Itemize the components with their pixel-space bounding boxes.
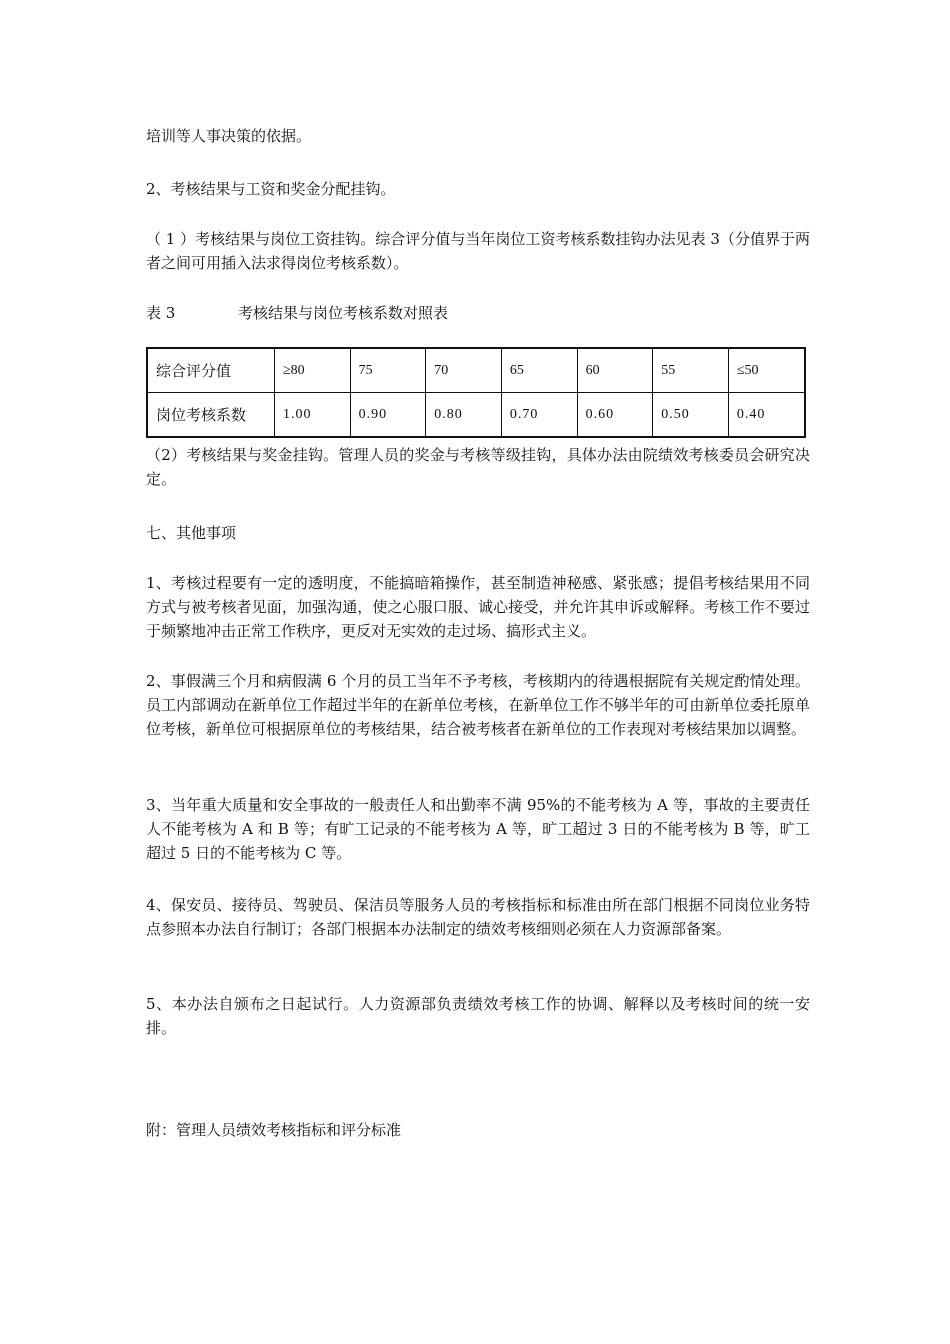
table-cell: 0.40 xyxy=(728,393,805,438)
coefficient-table xyxy=(146,347,806,438)
paragraph-intro-tail: 培训等人事决策的依据。 xyxy=(146,127,312,145)
paragraph-section-2: 2、考核结果与工资和奖金分配挂钩。 xyxy=(146,180,396,198)
table-cell: ≤50 xyxy=(728,348,805,393)
table-cell: 65 xyxy=(501,348,577,393)
table-cell: 0.70 xyxy=(501,393,577,438)
table-cell: 0.60 xyxy=(577,393,653,438)
table-cell: 55 xyxy=(653,348,729,393)
table-row-header: 岗位考核系数 xyxy=(147,393,275,438)
paragraph-other-4: 4、保安员、接待员、驾驶员、保洁员等服务人员的考核指标和标准由所在部门根据不同岗位业务特点参照本办法自行制订；各部门根据本办法制定的绩效考核细则必须在人力资源部备案。 xyxy=(146,896,810,938)
table-cell: 1.00 xyxy=(275,393,351,438)
table-cell: ≥80 xyxy=(275,348,351,393)
table-cell: 60 xyxy=(577,348,653,393)
paragraph-other-3: 3、当年重大质量和安全事故的一般责任人和出勤率不满 95%的不能考核为 A 等，事故的主要责任人不能考核为 A 和 B 等；有旷工记录的不能考核为 A 等，旷工超过 3 日的不能考核为 B 等，旷工超过 5 日的不能考核为 C 等。 xyxy=(146,796,810,862)
paragraph-other-2: 2、事假满三个月和病假满 6 个月的员工当年不予考核，考核期内的待遇根据院有关规定酌情处理。员工内部调动在新单位工作超过半年的在新单位考核，在新单位工作不够半年的可由新单位委托原单位考核，新单位可根据原单位的考核结果，结合被考核者在新单位的工作表现对考核结果加以调整。 xyxy=(146,672,810,738)
table-cell: 0.90 xyxy=(350,393,426,438)
table-cell: 0.80 xyxy=(426,393,502,438)
paragraph-item-1: （ 1 ）考核结果与岗位工资挂钩。综合评分值与当年岗位工资考核系数挂钩办法见表 3（分值界于两者之间可用插入法求得岗位考核系数）。 xyxy=(146,230,810,272)
table-cell: 0.50 xyxy=(653,393,729,438)
table-row-score xyxy=(147,348,805,393)
section-heading-other: 七、其他事项 xyxy=(146,524,237,542)
table-caption-number: 表 3 xyxy=(146,304,176,322)
table-caption-title: 考核结果与岗位考核系数对照表 xyxy=(238,304,449,322)
paragraph-other-5: 5、本办法自颁布之日起试行。人力资源部负责绩效考核工作的协调、解释以及考核时间的统一安排。 xyxy=(146,995,810,1037)
paragraph-item-2: （2）考核结果与奖金挂钩。管理人员的奖金与考核等级挂钩，具体办法由院绩效考核委员会研究决定。 xyxy=(146,446,810,488)
table-caption xyxy=(146,301,448,325)
paragraph-other-1: 1、考核过程要有一定的透明度，不能搞暗箱操作，甚至制造神秘感、紧张感；提倡考核结果用不同方式与被考核者见面，加强沟通，使之心服口服、诚心接受，并允许其申诉或解释。考核工作不要过于频繁地冲击正常工作秩序，更反对无实效的走过场、搞形式主义。 xyxy=(146,574,810,640)
table-row-coefficient xyxy=(147,393,805,438)
table-row-header: 综合评分值 xyxy=(147,348,275,393)
table-cell: 70 xyxy=(426,348,502,393)
appendix-title: 附：管理人员绩效考核指标和评分标准 xyxy=(146,1121,402,1139)
table-cell: 75 xyxy=(350,348,426,393)
